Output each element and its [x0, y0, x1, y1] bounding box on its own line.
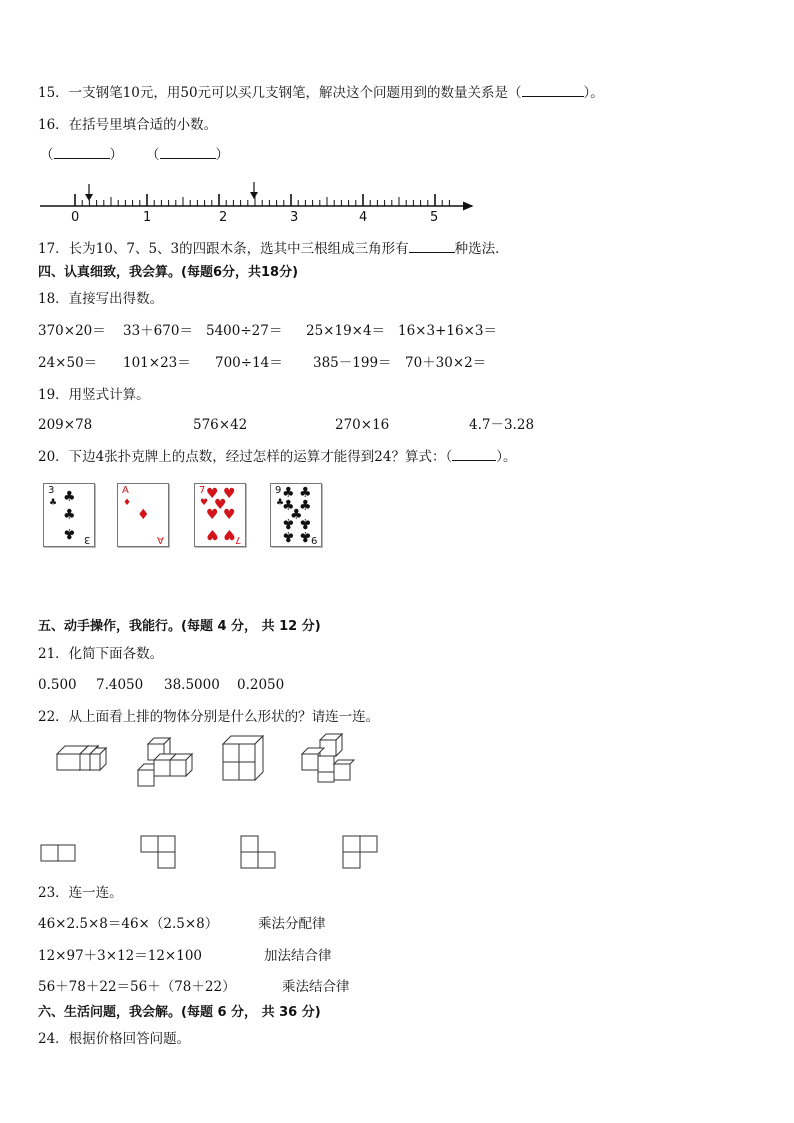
card-1-corner-suit: ♣	[49, 498, 58, 508]
question-17-text: 17．长为10、7、5、3的四跟木条，选其中三根组成三角形有	[38, 241, 409, 257]
ruler-label-3: 3	[290, 210, 299, 225]
ruler-label-4: 4	[359, 210, 368, 225]
calc-2-4: 385－199＝	[313, 355, 392, 371]
playing-card-3	[194, 483, 246, 547]
section-4-title: 四、认真细致，我会算。(每题6分，共18分)	[38, 265, 299, 280]
match-right-2[interactable]: 加法结合律	[264, 948, 332, 964]
heart-icon: ♥	[223, 486, 236, 502]
match-left-2[interactable]: 12×97＋3×12＝12×100	[38, 948, 203, 964]
vertical-calc-4: 4.7－3.28	[469, 417, 535, 433]
heart-icon: ♥	[206, 486, 219, 502]
question-20-end: ）。	[496, 449, 517, 465]
top-view-4	[343, 836, 377, 868]
card-2-rank-bottom: A	[157, 534, 164, 545]
simplify-item-4: 0.2050	[237, 677, 285, 693]
simplify-item-1: 0.500	[38, 677, 77, 693]
match-right-3[interactable]: 乘法结合律	[282, 979, 350, 995]
arrow-b-icon	[250, 192, 258, 199]
cube-figure-3	[223, 736, 263, 780]
vertical-calc-1: 209×78	[38, 417, 93, 433]
number-line-ticks	[75, 194, 449, 206]
match-right-1[interactable]: 乘法分配律	[258, 916, 326, 932]
question-22-text: 22．从上面看上排的物体分别是什么形状的？请连一连。	[38, 709, 380, 725]
match-left-3[interactable]: 56＋78＋22＝56＋（78＋22）	[38, 979, 236, 995]
question-16-text: 16．在括号里填合适的小数。	[38, 117, 218, 133]
heart-icon: ♥	[206, 507, 219, 523]
question-20	[38, 448, 516, 466]
card-1-rank: 3	[48, 485, 55, 496]
question-24-text: 24．根据价格回答问题。	[38, 1031, 191, 1047]
question-19-text: 19．用竖式计算。	[38, 387, 150, 403]
question-15	[38, 84, 604, 102]
section-5-title: 五、动手操作，我能行。(每题 4 分， 共 12 分)	[38, 619, 321, 634]
diamond-icon: ♦	[137, 507, 150, 523]
card-2-corner-suit: ♦	[123, 498, 132, 508]
cube-figure-1	[57, 746, 106, 770]
question-18-text: 18．直接写出得数。	[38, 291, 164, 307]
card-2-rank: A	[122, 485, 129, 496]
section-6-title: 六、生活问题，我会解。(每题 6 分， 共 36 分)	[38, 1005, 321, 1020]
vertical-calc-2: 576×42	[193, 417, 248, 433]
card-1-rank-bottom: 3	[83, 534, 90, 545]
club-icon: ♣	[282, 528, 295, 544]
club-icon: ♣	[290, 507, 303, 523]
answer-blank-20[interactable]	[452, 448, 496, 461]
heart-icon: ♥	[214, 497, 227, 513]
playing-card-4	[270, 483, 322, 547]
club-icon: ♣	[299, 528, 312, 544]
club-icon: ♣	[299, 498, 312, 514]
calc-1-2: 33＋670＝	[123, 323, 193, 339]
calc-2-2: 101×23＝	[123, 355, 191, 371]
heart-icon: ♥	[223, 507, 236, 523]
club-icon: ♣	[282, 498, 295, 514]
ruler-label-1: 1	[143, 210, 152, 225]
card-4-corner-suit: ♣	[276, 498, 285, 508]
simplify-item-2: 7.4050	[96, 677, 144, 693]
club-icon: ♣	[63, 489, 76, 505]
calc-1-1: 370×20＝	[38, 323, 106, 339]
vertical-calc-3: 270×16	[335, 417, 390, 433]
card-4-rank: 9	[275, 485, 282, 496]
club-icon: ♣	[63, 525, 76, 541]
club-icon: ♣	[282, 485, 295, 501]
answer-blank-16b[interactable]	[160, 146, 216, 159]
question-17	[38, 240, 509, 258]
question-23-text: 23．连一连。	[38, 885, 123, 901]
calc-1-5: 16×3+16×3＝	[398, 323, 497, 339]
top-view-3	[241, 836, 275, 868]
club-icon: ♣	[299, 485, 312, 501]
top-view-shapes	[38, 832, 388, 874]
question-21-text: 21．化简下面各数。	[38, 646, 164, 662]
club-icon: ♣	[63, 507, 76, 523]
cube-figure-2	[138, 738, 192, 786]
club-icon: ♣	[299, 515, 312, 531]
ruler-label-5: 5	[430, 210, 439, 225]
card-3-rank-bottom: 7	[234, 534, 241, 545]
calc-1-4: 25×19×4＝	[306, 323, 386, 339]
calc-2-1: 24×50＝	[38, 355, 98, 371]
answer-blank-17[interactable]	[409, 240, 455, 253]
answer-paren-2: （ ）	[146, 147, 229, 163]
club-icon: ♣	[282, 515, 295, 531]
ruler-label-0: 0	[71, 210, 80, 225]
question-20-text: 20．下边4张扑克牌上的点数，经过怎样的运算才能得到24？算式：（	[38, 449, 453, 465]
question-17-end: 种选法．	[454, 241, 509, 257]
question-15-text: 15．一支钢笔10元，用50元可以买几支钢笔，解决这个问题用到的数量关系是（	[38, 85, 522, 101]
card-3-rank: 7	[199, 485, 206, 496]
answer-blank-15[interactable]	[522, 84, 584, 97]
simplify-item-3: 38.5000	[164, 677, 220, 693]
match-left-1[interactable]: 46×2.5×8＝46×（2.5×8）	[38, 916, 219, 932]
answer-blank-16a[interactable]	[54, 146, 110, 159]
playing-card-2	[117, 483, 169, 547]
calc-2-5: 70＋30×2＝	[405, 355, 487, 371]
ruler-label-2: 2	[219, 210, 228, 225]
cube-figures	[40, 732, 380, 792]
arrow-a-icon	[85, 194, 93, 201]
number-line	[30, 180, 490, 226]
question-15-end: ）。	[583, 85, 604, 101]
calc-2-3: 700÷14＝	[215, 355, 283, 371]
answer-paren-1: （ ）	[40, 147, 123, 163]
top-view-1	[41, 845, 75, 861]
cube-figure-4	[302, 734, 354, 782]
card-4-rank-bottom: 9	[310, 534, 317, 545]
playing-card-1	[43, 483, 95, 547]
heart-icon: ♥	[206, 526, 219, 542]
card-3-corner-suit: ♥	[200, 498, 209, 508]
top-view-2	[141, 836, 175, 868]
heart-icon: ♥	[223, 526, 236, 542]
calc-1-3: 5400÷27＝	[206, 323, 283, 339]
